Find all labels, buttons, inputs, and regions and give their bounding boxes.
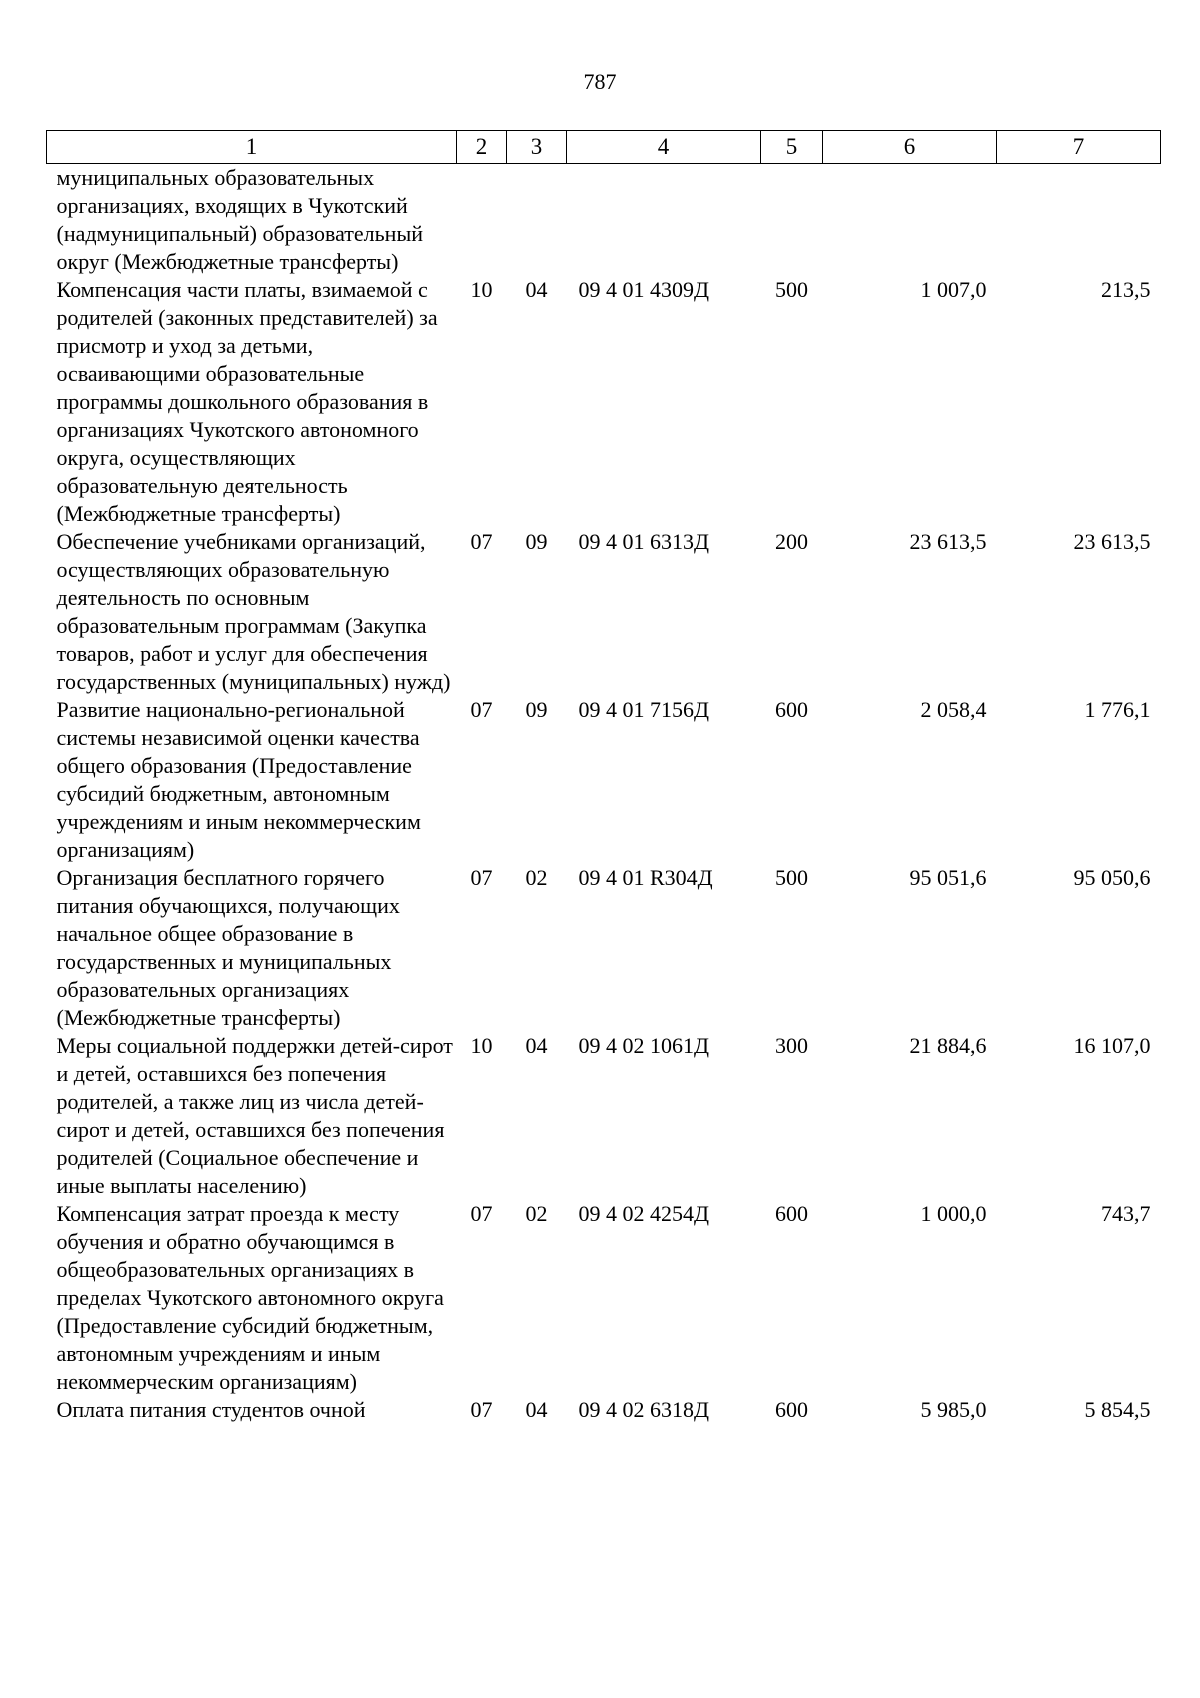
row-name: Обеспечение учебниками организаций, осуществляющих образовательную деятельность по основным образовательным программам (Закупка товаров, работ и услуг для обеспечения государственных (муниципальных) нужд) <box>56 529 451 694</box>
row-expense-type: 300 <box>775 1033 808 1058</box>
row-amount-planned: 1 000,0 <box>920 1201 987 1226</box>
row-amount-planned: 21 884,6 <box>909 1033 987 1058</box>
table-row <box>47 696 1161 864</box>
row-subsection: 02 <box>525 865 548 890</box>
row-section <box>457 164 507 277</box>
row-expense-type: 200 <box>775 529 808 554</box>
row-target-article: 09 4 01 4309Д <box>578 277 710 302</box>
row-section: 07 <box>470 697 493 722</box>
budget-table <box>46 130 1161 1424</box>
table-row <box>47 276 1161 528</box>
row-amount-executed: 743,7 <box>1101 1201 1151 1226</box>
page-number: 787 <box>583 69 617 94</box>
table-row <box>47 528 1161 696</box>
table-row <box>47 1200 1161 1396</box>
row-amount-executed: 95 050,6 <box>1073 865 1151 890</box>
row-amount-planned: 5 985,0 <box>920 1397 987 1422</box>
header-col-5: 5 <box>761 131 823 164</box>
row-amount-executed <box>997 164 1161 277</box>
row-target-article: 09 4 01 7156Д <box>578 697 710 722</box>
row-section: 07 <box>470 865 493 890</box>
header-col-2: 2 <box>457 131 507 164</box>
row-expense-type: 500 <box>775 865 808 890</box>
table-row <box>47 164 1161 277</box>
header-col-6: 6 <box>823 131 997 164</box>
row-name: Оплата питания студентов очной <box>56 1397 366 1422</box>
table-row <box>47 1396 1161 1424</box>
row-name: муниципальных образовательных организациях, входящих в Чукотский (надмуниципальный) образовательный округ (Межбюджетные трансферты) <box>56 165 424 274</box>
row-amount-planned: 2 058,4 <box>920 697 987 722</box>
row-section: 07 <box>470 1201 493 1226</box>
row-target-article: 09 4 01 6313Д <box>578 529 710 554</box>
row-target-article: 09 4 02 4254Д <box>578 1201 710 1226</box>
row-name: Меры социальной поддержки детей-сирот и детей, оставшихся без попечения родителей, а также лиц из числа детей-сирот и детей, оставшихся без попечения родителей (Социальное обеспечение и иные выплаты населению) <box>56 1033 453 1198</box>
table-body <box>47 164 1161 1425</box>
row-subsection: 02 <box>525 1201 548 1226</box>
row-target-article: 09 4 02 6318Д <box>578 1397 710 1422</box>
row-amount-executed: 23 613,5 <box>1073 529 1151 554</box>
row-expense-type: 600 <box>775 1397 808 1422</box>
row-section: 07 <box>470 1397 493 1422</box>
row-section: 10 <box>470 1033 493 1058</box>
header-col-3: 3 <box>507 131 567 164</box>
row-amount-executed: 213,5 <box>1101 277 1151 302</box>
row-subsection: 09 <box>525 697 548 722</box>
row-target-article: 09 4 01 R304Д <box>578 865 713 890</box>
row-amount-executed: 1 776,1 <box>1084 697 1151 722</box>
row-subsection <box>507 164 567 277</box>
header-col-4: 4 <box>567 131 761 164</box>
row-subsection: 04 <box>525 277 548 302</box>
row-expense-type: 500 <box>775 277 808 302</box>
row-amount-planned <box>823 164 997 277</box>
header-col-1: 1 <box>47 131 457 164</box>
row-expense-type <box>761 164 823 277</box>
row-target-article: 09 4 02 1061Д <box>578 1033 710 1058</box>
row-expense-type: 600 <box>775 697 808 722</box>
row-subsection: 09 <box>525 529 548 554</box>
row-name: Организация бесплатного горячего питания обучающихся, получающих начальное общее образование в государственных и муниципальных образовательных организациях (Межбюджетные трансферты) <box>56 865 400 1030</box>
row-name: Развитие национально-региональной системы независимой оценки качества общего образования (Предоставление субсидий бюджетным, автономным учреждениям и иным некоммерческим организациям) <box>56 697 421 862</box>
row-subsection: 04 <box>525 1033 548 1058</box>
table-header <box>47 131 1161 164</box>
row-section: 10 <box>470 277 493 302</box>
row-section: 07 <box>470 529 493 554</box>
table-row <box>47 864 1161 1032</box>
row-amount-executed: 5 854,5 <box>1084 1397 1151 1422</box>
row-amount-planned: 23 613,5 <box>909 529 987 554</box>
header-row <box>47 131 1161 164</box>
row-target-article <box>567 164 761 277</box>
header-col-7: 7 <box>997 131 1161 164</box>
row-subsection: 04 <box>525 1397 548 1422</box>
row-amount-executed: 16 107,0 <box>1073 1033 1151 1058</box>
row-name: Компенсация затрат проезда к месту обучения и обратно обучающимся в общеобразовательных организациях в пределах Чукотского автономного округа (Предоставление субсидий бюджетным, автономным учреждениям и иным некоммерческим организациям) <box>56 1201 444 1394</box>
row-amount-planned: 95 051,6 <box>909 865 987 890</box>
row-name: Компенсация части платы, взимаемой с родителей (законных представителей) за присмотр и уход за детьми, осваивающими образовательные программы дошкольного образования в организациях Чукотского автономного округа, осуществляющих образовательную деятельность (Межбюджетные трансферты) <box>56 277 438 526</box>
row-amount-planned: 1 007,0 <box>920 277 987 302</box>
row-expense-type: 600 <box>775 1201 808 1226</box>
table-row <box>47 1032 1161 1200</box>
